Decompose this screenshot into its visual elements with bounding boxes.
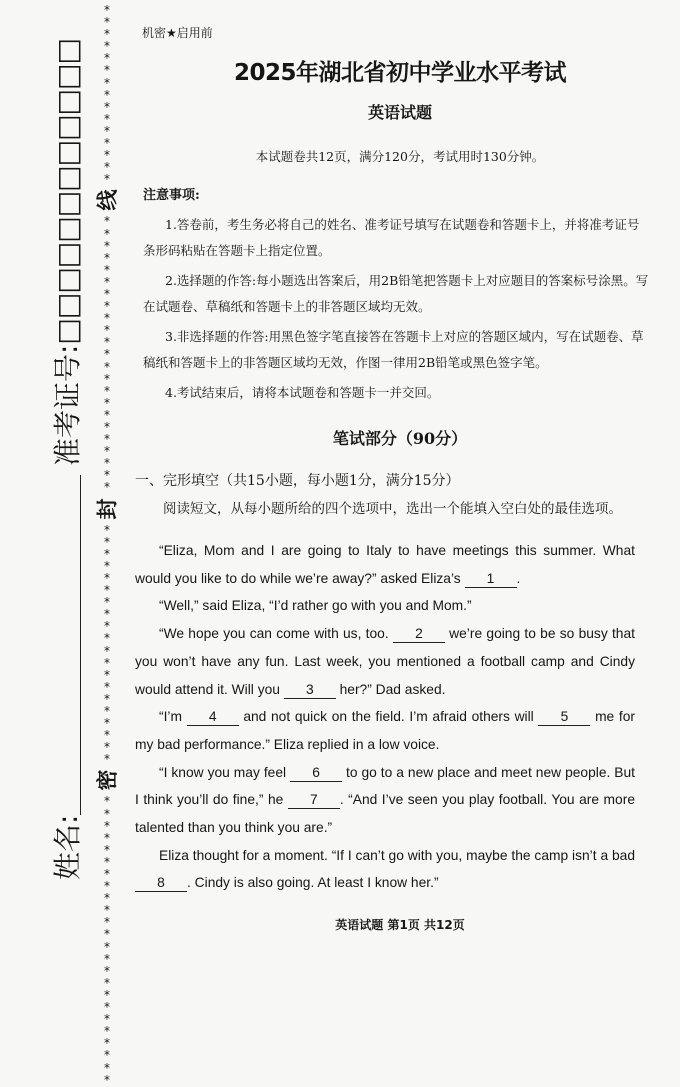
blank-1: 1 <box>465 571 517 588</box>
blank-4: 4 <box>187 709 239 726</box>
blank-5: 5 <box>538 709 590 726</box>
name-blank <box>54 475 81 815</box>
notice-heading: 注意事项: <box>143 188 200 203</box>
instructions: 阅读短文，从每小题所给的四个选项中，选出一个能填入空白处的最佳选项。 <box>163 501 622 517</box>
exam-id-label: 准考证号: <box>51 344 84 466</box>
binding-margin <box>0 0 135 1087</box>
blank-3: 3 <box>284 682 336 699</box>
passage-paragraph: “I know you may feel 6 to go to a new place and meet new people. But I think you’ll do fine,” he 7 . “And I’ve seen you play football. You are more talented than you think you are.” <box>135 764 636 836</box>
blank-2: 2 <box>393 626 445 643</box>
part-heading: 一、完形填空（共15小题，每小题1分，满分15分） <box>135 473 460 489</box>
blank-7: 7 <box>288 792 340 809</box>
exam-page <box>135 0 665 951</box>
cloze-passage <box>135 537 635 897</box>
page-footer: 英语试题 第1页 共12页 <box>335 918 465 932</box>
section-title: 笔试部分（90分） <box>332 429 468 448</box>
exam-info: 本试题卷共12页，满分120分，考试用时130分钟。 <box>255 149 545 164</box>
notice-item: 3.非选择题的作答:用黑色签字笔直接答在答题卡上对应的答题区域内，写在试题卷、草稿纸和答题卡上的非答题区域均无效，作图一律用2B铅笔或黑色签字笔。 <box>143 329 644 370</box>
seal-word-seal: 封 <box>94 498 119 520</box>
notice-item: 2.选择题的作答:每小题选出答案后，用2B铅笔把答题卡上对应题目的答案标号涂黑。写在试题卷、草稿纸和答题卡上的非答题区域均无效。 <box>143 273 649 314</box>
passage-paragraph: “I’m 4 and not quick on the field. I’m afraid others will 5 me for my bad performance.” Eliza replied in a low voice. <box>135 709 635 752</box>
notice-item: 1.答卷前，考生务必将自己的姓名、准考证号填写在试题卷和答题卡上，并将准考证号条形码粘贴在答题卡上指定位置。 <box>143 217 640 258</box>
passage-paragraph: “We hope you can come with us, too. 2 we’re going to be so busy that you won’t have any fun. Last week, you mentioned a football camp and Cindy would attend it. Will you 3 her?” Dad asked. <box>135 626 635 697</box>
notice-list <box>143 212 651 410</box>
blank-8: 8 <box>135 875 187 892</box>
passage-paragraph: “Eliza, Mom and I are going to Italy to have meetings this summer. What would you like to do while we’re away?” asked Eliza’s 1 . <box>135 543 635 586</box>
exam-id-boxes: □□□□□□□□□□□□ <box>51 39 84 345</box>
name-label: 姓名: <box>51 814 84 880</box>
name-field <box>46 475 86 880</box>
seal-word-secret: 密 <box>94 769 119 791</box>
passage-paragraph: Eliza thought for a moment. “If I can’t go with you, maybe the camp isn’t a bad 8 . Cindy is also going. At least I know her.” <box>135 842 635 897</box>
exam-subtitle: 英语试题 <box>367 103 432 122</box>
notice-item: 4.考试结束后，请将本试题卷和答题卡一并交回。 <box>165 385 440 400</box>
confidential-label: 机密★启用前 <box>142 26 213 40</box>
exam-title: 2025年湖北省初中学业水平考试 <box>233 60 566 86</box>
seal-line: * * * * * * * * * * * * * * * 线 * * * * * * * * * * * * * * * * * * * * * * * 封 * * * * * * * * * * * * * * * * * * * * 密 * * * * * * * * * * * * * * * * * * * * * * * * <box>94 3 119 1087</box>
passage-paragraph: “Well,” said Eliza, “I’d rather go with you and Mom.” <box>159 598 472 614</box>
seal-word-line: 线 <box>94 189 119 211</box>
blank-6: 6 <box>290 765 342 782</box>
exam-id-field <box>46 39 86 466</box>
